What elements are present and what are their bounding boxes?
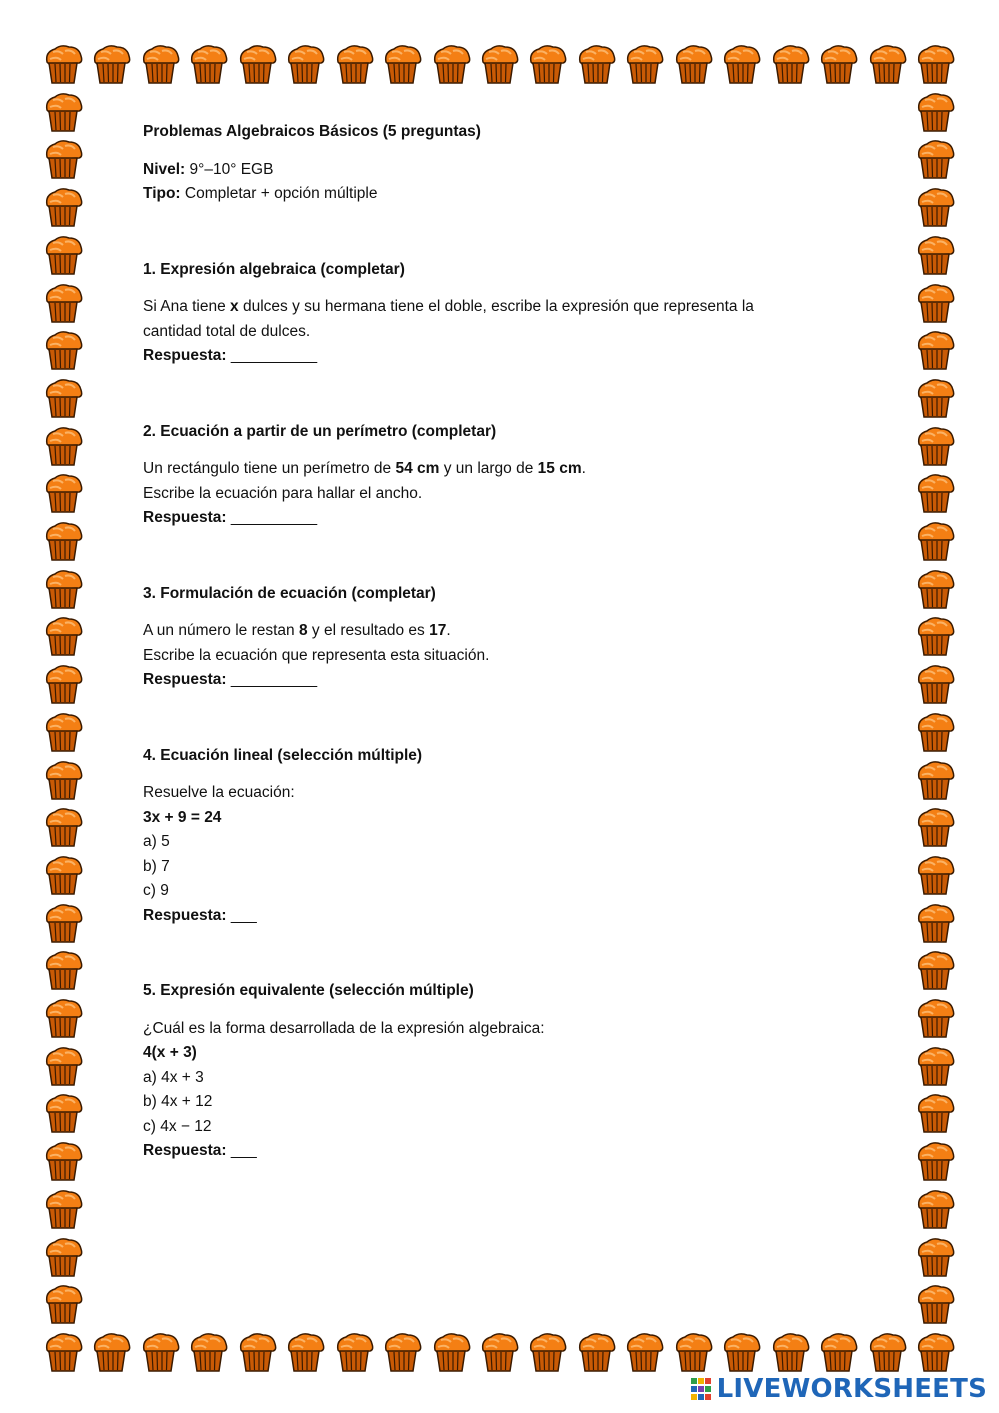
muffin-icon [913,662,957,706]
muffin-icon [235,1330,279,1374]
type-value: Completar + opción múltiple [184,185,378,202]
muffin-icon [913,758,957,802]
muffin-icon [332,1330,376,1374]
answer-label: Respuesta: [143,906,227,924]
muffin-icon [816,1330,860,1374]
level-line [143,158,843,183]
muffin-icon [913,137,957,181]
muffin-icon [41,567,85,611]
muffin-icon [41,710,85,754]
muffin-icon [41,758,85,802]
answer-label: Respuesta: [143,1142,227,1159]
question-title: 2. Ecuación a partir de un perímetro (completar) [143,422,497,440]
question-prompt: ¿Cuál es la forma desarrollada de la expresión algebraica: [143,1019,545,1037]
question-title: 5. Expresión equivalente (selección múltiple) [143,982,474,999]
liveworksheets-logo-icon [691,1377,713,1401]
muffin-icon [525,42,569,86]
muffin-icon [477,42,521,86]
muffin-icon [186,1330,230,1374]
muffin-icon [913,376,957,420]
muffin-icon [283,42,327,86]
muffin-icon [574,42,618,86]
muffin-icon [865,1330,909,1374]
muffin-icon [816,42,860,86]
answer-label: Respuesta: [143,671,227,688]
muffin-icon [138,1330,182,1374]
muffin-icon [41,137,85,181]
muffin-icon [525,1330,569,1374]
equation: 4(x + 3) [143,1044,197,1061]
question-text-line2: Escribe la ecuación que representa esta situación. [143,646,490,664]
muffin-icon [41,1139,85,1183]
question-1 [143,258,843,369]
muffin-icon [41,805,85,849]
muffin-icon [671,1330,715,1374]
muffin-icon [913,1091,957,1135]
question-text: Un rectángulo tiene un perímetro de 54 cm y un largo de 15 cm. [143,460,586,477]
muffin-icon [41,901,85,945]
muffin-icon [41,614,85,658]
muffin-icon [41,42,85,86]
muffin-icon [41,233,85,277]
equation: 3x + 9 = 24 [143,808,222,826]
muffin-icon [235,42,279,86]
muffin-icon [913,805,957,849]
muffin-icon [913,90,957,134]
answer-line [143,506,843,531]
option-c[interactable]: c) 9 [143,882,169,899]
answer-blank[interactable]: ___ [230,906,257,924]
muffin-icon [913,1235,957,1279]
muffin-icon [41,1187,85,1231]
answer-line [143,904,843,929]
muffin-icon [332,42,376,86]
question-2 [143,420,843,531]
question-text-line2: cantidad total de dulces. [143,322,311,340]
muffin-icon [41,328,85,372]
worksheet-content [143,120,843,1164]
option-a[interactable]: a) 4x + 3 [143,1068,204,1086]
muffin-icon [41,281,85,325]
question-3 [143,582,843,693]
page-title: Problemas Algebraicos Básicos (5 preguntas) [143,123,481,140]
question-text: Si Ana tiene x dulces y su hermana tiene el doble, escribe la expresión que representa la [143,298,754,315]
muffin-icon [913,853,957,897]
worksheet-meta [143,158,843,207]
muffin-icon [429,42,473,86]
question-title: 1. Expresión algebraica (completar) [143,260,405,278]
muffin-icon [671,42,715,86]
muffin-icon [380,1330,424,1374]
muffin-icon [913,233,957,277]
muffin-icon [41,662,85,706]
muffin-icon [41,471,85,515]
muffin-icon [865,42,909,86]
muffin-icon [719,1330,763,1374]
muffin-icon [913,567,957,611]
muffin-icon [913,1139,957,1183]
answer-line [143,344,843,369]
muffin-icon [913,471,957,515]
answer-label: Respuesta: [143,509,227,526]
muffin-icon [574,1330,618,1374]
muffin-icon [283,1330,327,1374]
muffin-icon [913,1044,957,1088]
muffin-icon [89,42,133,86]
question-prompt: Resuelve la ecuación: [143,784,295,801]
question-4 [143,744,843,929]
muffin-icon [41,1330,85,1374]
muffin-icon [138,42,182,86]
option-b[interactable]: b) 4x + 12 [143,1093,213,1110]
question-5 [143,979,843,1164]
muffin-icon [41,853,85,897]
muffin-icon [41,424,85,468]
muffin-icon [913,948,957,992]
muffin-icon [41,376,85,420]
muffin-icon [913,424,957,468]
muffin-icon [41,519,85,563]
muffin-icon [768,42,812,86]
muffin-icon [913,901,957,945]
answer-blank[interactable]: ___ [230,1142,257,1159]
muffin-icon [41,996,85,1040]
muffin-icon [913,996,957,1040]
muffin-icon [913,710,957,754]
answer-line [143,1139,843,1164]
answer-blank[interactable]: __________ [230,671,318,688]
muffin-icon [622,42,666,86]
muffin-icon [913,281,957,325]
level-label: Nivel: [143,160,186,178]
muffin-icon [89,1330,133,1374]
question-title: 4. Ecuación lineal (selección múltiple) [143,746,423,764]
muffin-icon [429,1330,473,1374]
question-text: A un número le restan 8 y el resultado es 17. [143,622,451,639]
muffin-icon [41,1091,85,1135]
type-line [143,182,843,207]
muffin-icon [622,1330,666,1374]
muffin-icon [913,614,957,658]
muffin-icon [768,1330,812,1374]
muffin-icon [41,1282,85,1326]
option-c[interactable]: c) 4x − 12 [143,1117,212,1135]
question-text-line2: Escribe la ecuación para hallar el ancho. [143,484,423,502]
muffin-icon [913,519,957,563]
muffin-icon [41,948,85,992]
answer-label: Respuesta: [143,347,227,364]
level-value: 9°–10° EGB [189,160,274,178]
liveworksheets-brand[interactable] [691,1374,987,1404]
muffin-icon [913,1330,957,1374]
muffin-icon [477,1330,521,1374]
muffin-icon [41,90,85,134]
answer-blank[interactable]: __________ [230,509,318,526]
answer-blank[interactable]: __________ [230,347,318,364]
muffin-icon [380,42,424,86]
question-title: 3. Formulación de ecuación (completar) [143,584,436,602]
brand-name: LIVEWORKSHEETS [716,1374,987,1404]
muffin-icon [913,1187,957,1231]
muffin-icon [41,1235,85,1279]
muffin-icon [913,185,957,229]
option-a[interactable]: a) 5 [143,833,170,850]
muffin-icon [913,1282,957,1326]
type-label: Tipo: [143,185,181,202]
muffin-icon [186,42,230,86]
muffin-icon [913,42,957,86]
muffin-icon [719,42,763,86]
muffin-icon [41,1044,85,1088]
muffin-icon [913,328,957,372]
muffin-icon [41,185,85,229]
answer-line [143,668,843,693]
option-b[interactable]: b) 7 [143,857,170,875]
